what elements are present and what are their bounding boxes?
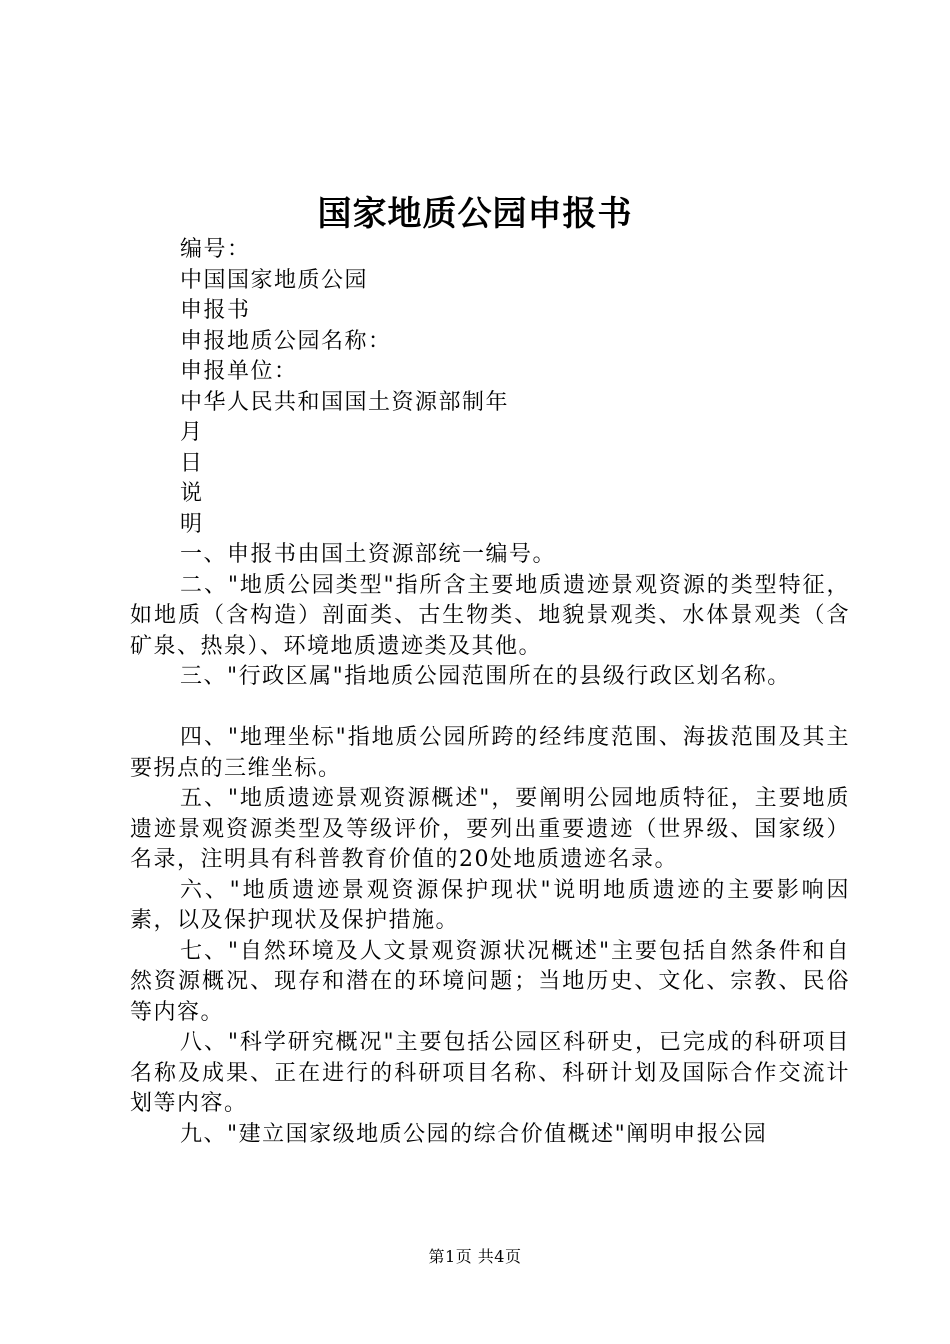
instruction-paragraph-2: 二、"地质公园类型"指所含主要地质遗迹景观资源的类型特征，如地质（含构造）剖面类、古生物类、地貌景观类、水体景观类（含矿泉、热泉）、环境地质遗迹类及其他。 (130, 572, 850, 659)
month-label: 月 (180, 420, 204, 445)
cover-line-application: 申报书 (180, 298, 251, 323)
field-park-name-label: 申报地质公园名称： (180, 328, 392, 354)
instruction-paragraph-3: 三、"行政区属"指地质公园范围所在的县级行政区划名称。 (180, 664, 791, 689)
cover-line-park: 中国国家地质公园 (180, 267, 369, 293)
field-number-label: 编号： (180, 237, 251, 262)
instruction-paragraph-6: 六、"地质遗迹景观资源保护现状"说明地质遗迹的主要影响因素，以及保护现状及保护措施。 (130, 877, 850, 933)
page-footer: 第1页 共4页 (428, 1247, 522, 1266)
instruction-paragraph-4: 四、"地理坐标"指地质公园所跨的经纬度范围、海拔范围及其主要拐点的三维坐标。 (130, 725, 850, 781)
explanation-heading-1: 说 (180, 481, 204, 506)
explanation-heading-2: 明 (180, 511, 204, 537)
document-title: 国家地质公园申报书 (317, 194, 633, 234)
instruction-paragraph-8: 八、"科学研究概况"主要包括公园区科研史，已完成的科研项目名称及成果、正在进行的科研项目名称、科研计划及国际合作交流计划等内容。 (130, 1030, 850, 1116)
instruction-paragraph-7: 七、"自然环境及人文景观资源状况概述"主要包括自然条件和自然资源概况、现存和潜在的环境问题；当地历史、文化、宗教、民俗等内容。 (130, 938, 850, 1025)
instruction-paragraph-9: 九、"建立国家级地质公园的综合价值概述"阐明申报公园 (180, 1121, 768, 1147)
day-label: 日 (180, 450, 204, 476)
field-applicant-label: 申报单位： (180, 359, 298, 384)
document-body (130, 235, 850, 1150)
instruction-paragraph-5: 五、"地质遗迹景观资源概述"，要阐明公园地质特征，主要地质遗迹景观资源类型及等级评价，要列出重要遗迹（世界级、国家级）名录，注明具有科普教育价值的20处地质遗迹名录。 (130, 786, 850, 872)
issuer-line: 中华人民共和国国土资源部制年 (180, 389, 510, 415)
instruction-paragraph-1: 一、申报书由国土资源部统一编号。 (180, 542, 557, 567)
